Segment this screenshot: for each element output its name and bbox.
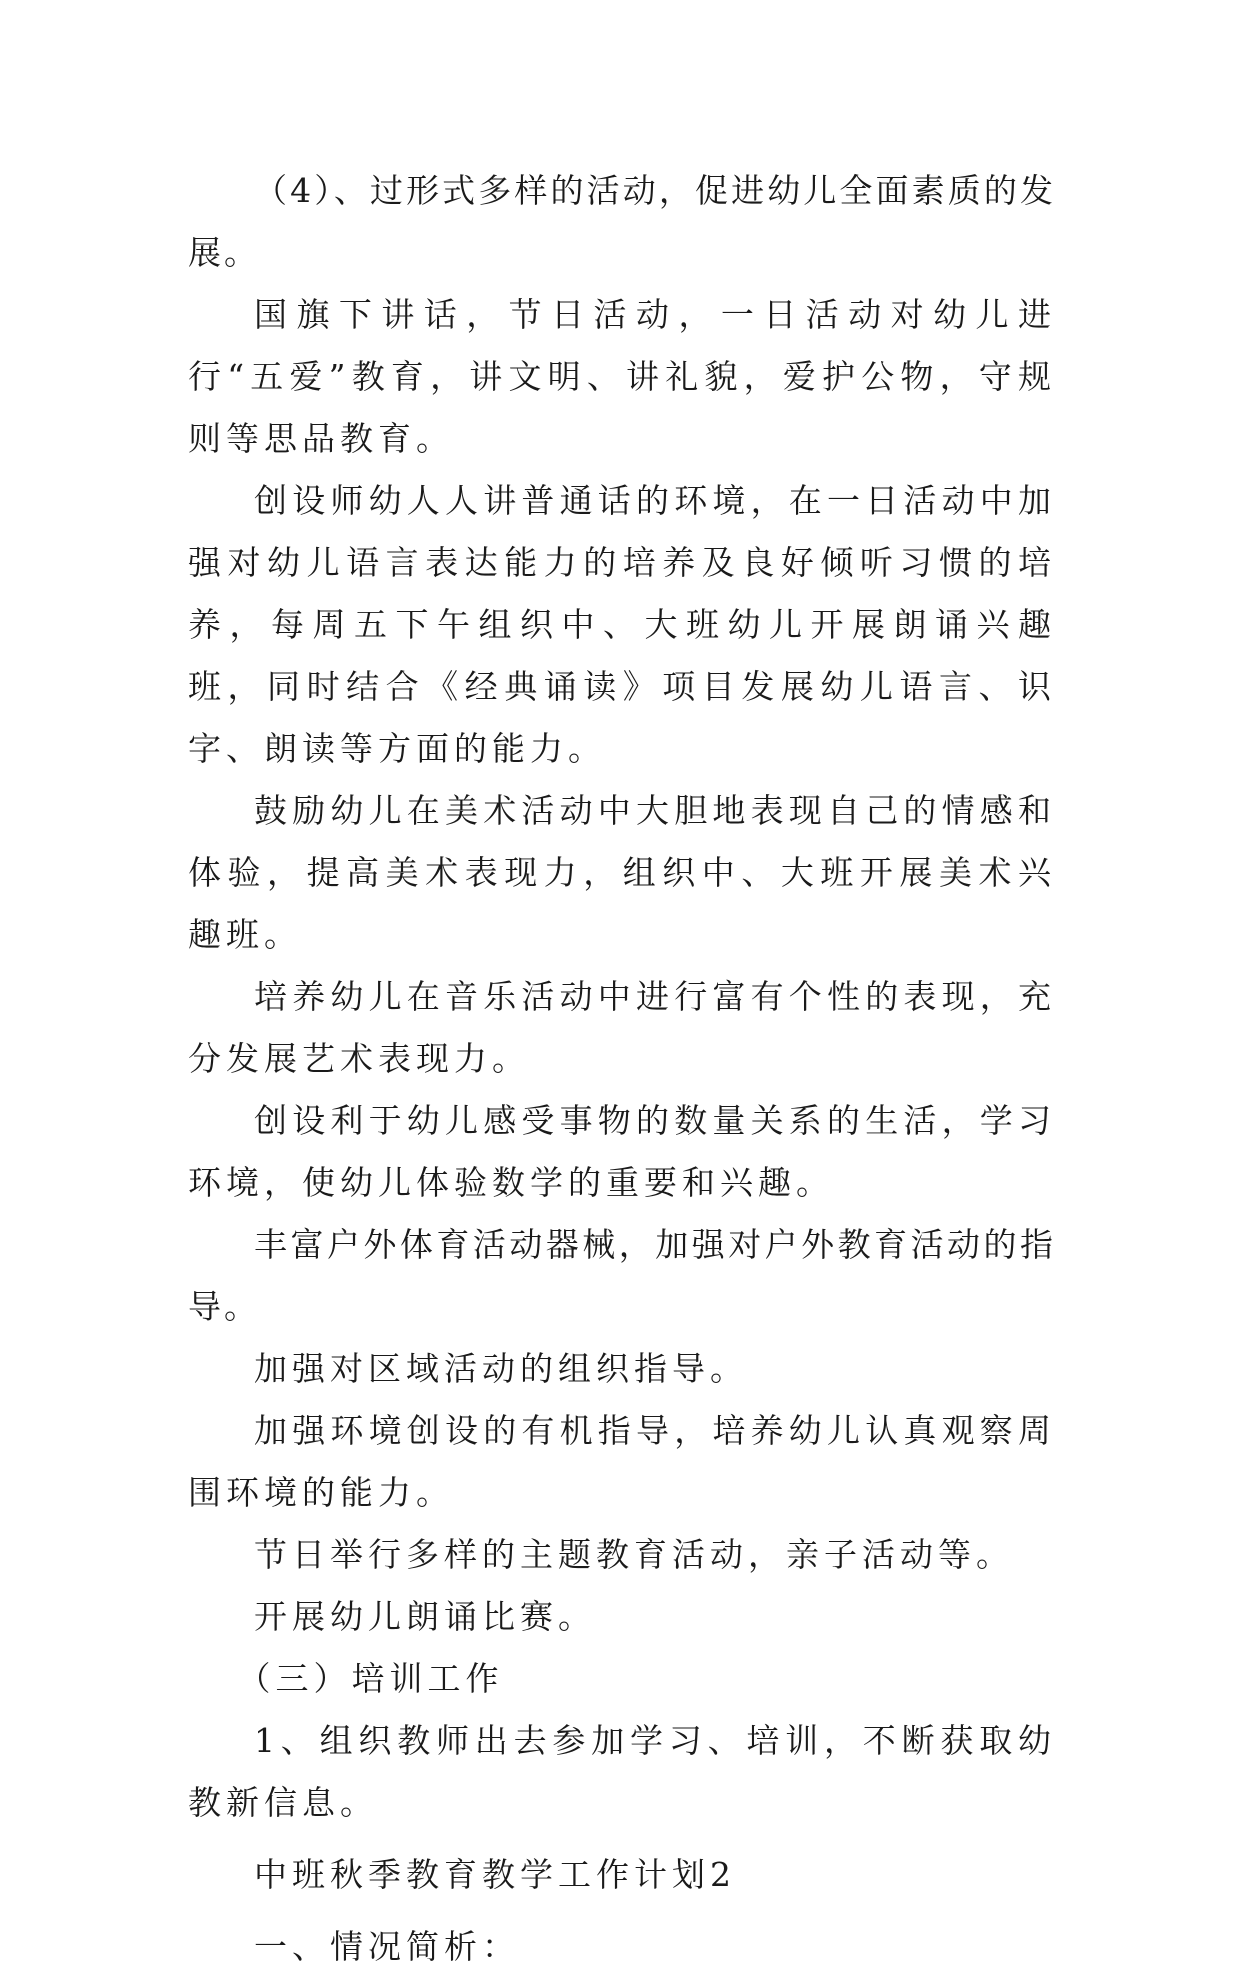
plan-title: 中班秋季教育教学工作计划2 bbox=[254, 1855, 736, 1894]
paragraph-environment: 加强环境创设的有机指导，培养幼儿认真观察周围环境的能力。 bbox=[188, 1411, 1056, 1512]
paragraph-training-item: 1、组织教师出去参加学习、培训，不断获取幼教新信息。 bbox=[188, 1721, 1056, 1822]
document-body bbox=[188, 160, 1056, 1978]
paragraph-math: 创设利于幼儿感受事物的数量关系的生活，学习环境，使幼儿体验数学的重要和兴趣。 bbox=[188, 1101, 1056, 1202]
paragraph-recitation: 开展幼儿朗诵比赛。 bbox=[254, 1597, 596, 1636]
paragraph-outdoor: 丰富户外体育活动器械，加强对户外教育活动的指导。 bbox=[188, 1225, 1056, 1326]
paragraph-festivals: 节日举行多样的主题教育活动，亲子活动等。 bbox=[254, 1535, 1014, 1574]
paragraph-music: 培养幼儿在音乐活动中进行富有个性的表现，充分发展艺术表现力。 bbox=[188, 977, 1056, 1078]
section-heading-situation: 一、情况简析： bbox=[254, 1927, 520, 1966]
paragraph-area-activities: 加强对区域活动的组织指导。 bbox=[254, 1349, 748, 1388]
paragraph-flag-speech: 国旗下讲话，节日活动，一日活动对幼儿进行“五爱”教育，讲文明、讲礼貌，爱护公物，守规则等思品教育。 bbox=[188, 295, 1056, 458]
paragraph-art: 鼓励幼儿在美术活动中大胆地表现自己的情感和体验，提高美术表现力，组织中、大班开展美术兴趣班。 bbox=[188, 791, 1056, 954]
paragraph-mandarin: 创设师幼人人讲普通话的环境，在一日活动中加强对幼儿语言表达能力的培养及良好倾听习惯的培养，每周五下午组织中、大班幼儿开展朗诵兴趣班，同时结合《经典诵读》项目发展幼儿语言、识字、朗读等方面的能力。 bbox=[188, 481, 1056, 768]
paragraph-activities-heading: （4）、过形式多样的活动，促进幼儿全面素质的发展。 bbox=[188, 171, 1056, 272]
section-heading-training: （三）培训工作 bbox=[237, 1659, 504, 1698]
